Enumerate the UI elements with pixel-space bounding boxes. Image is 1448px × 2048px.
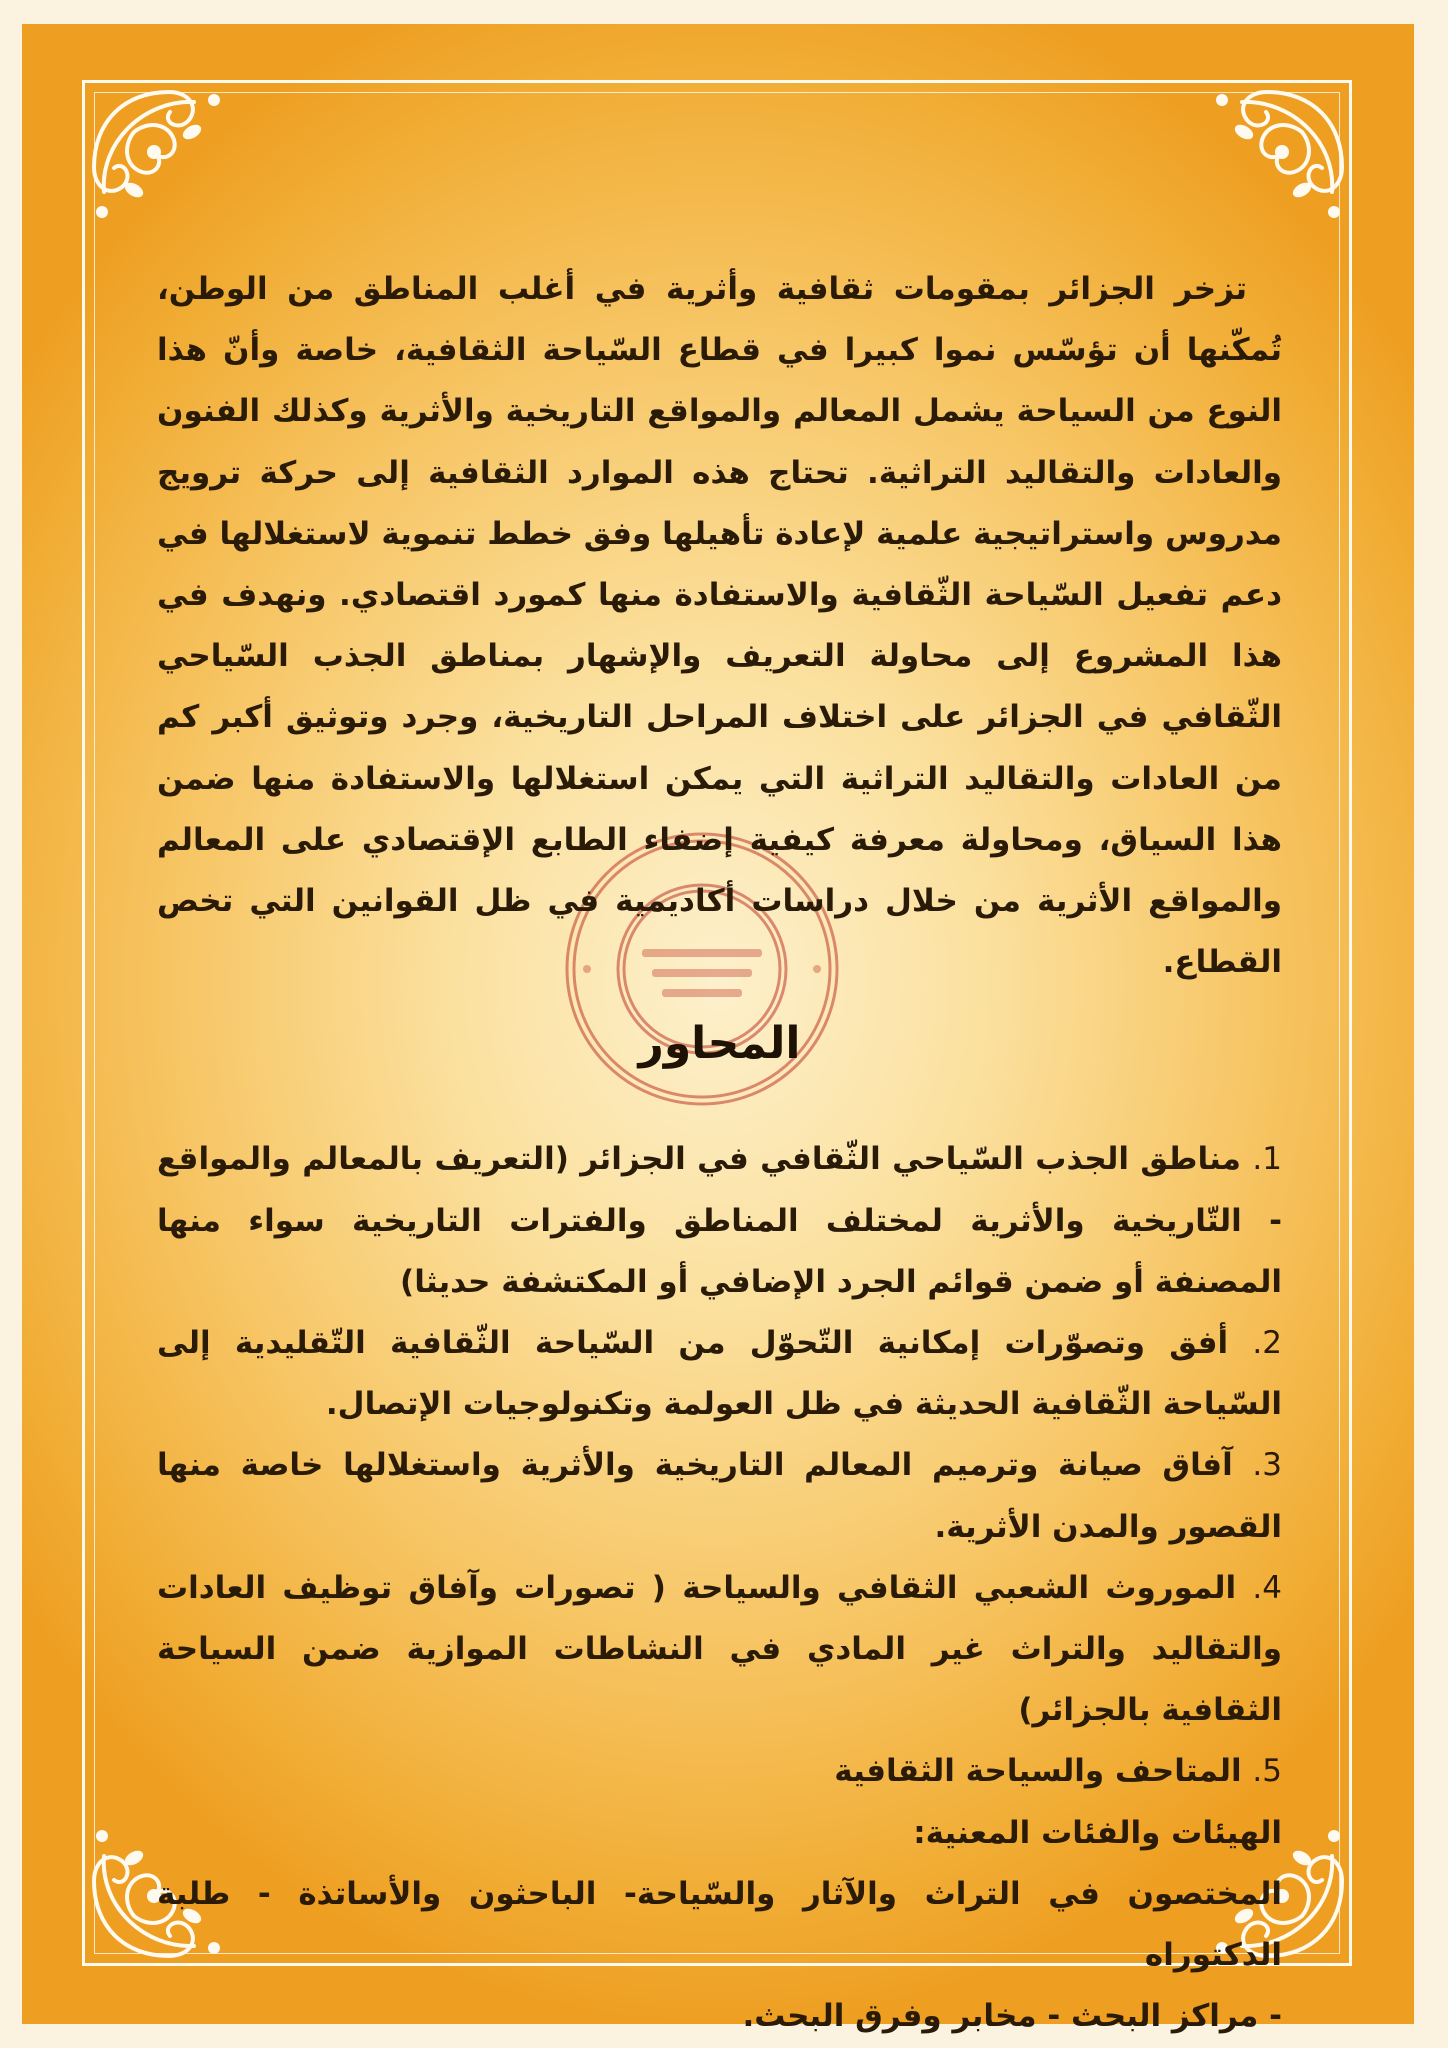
target-line: - مراكز البحث - مخابر وفرق البحث. xyxy=(742,1998,1282,2035)
axis-number: 2. xyxy=(1252,1325,1282,1362)
intro-paragraph: تزخر الجزائر بمقومات ثقافية وأثرية في أغلب المناطق من الوطن، تُمكّنها أن تؤسّس نموا كبيرا في قطاع السّياحة الثقافية، خاصة وأنّ هذا النوع من السياحة يشمل المعالم والمواقع التاريخية والأثرية وكذلك الفنون والعادات والتقاليد التراثية. تحتاج هذه الموارد الثقافية إلى حركة ترويج مدروس واستراتيجية علمية لإعادة تأهيلها وفق خطط تنموية لاستغلالها في دعم تفعيل السّياحة الثّقافية والاستفادة منها كمورد اقتصادي. ونهدف في هذا المشروع إلى محاولة التعريف والإشهار بمناطق الجذب السّياحي الثّقافي في الجزائر على اختلاف المراحل التاريخية، وجرد وتوثيق أكبر كم من العادات والتقاليد التراثية التي يمكن استغلالها والاستفادة منها ضمن هذا السياق، ومحاولة معرفة كيفية إضفاء الطابع الإقتصادي على المعالم والمواقع الأثرية من خلال دراسات أكاديمية في ظل القوانين التي تخص القطاع. xyxy=(157,271,1282,981)
target-heading: الهيئات والفئات المعنية: xyxy=(913,1814,1282,1851)
axis-text: مناطق الجذب السّياحي الثّقافي في الجزائر (التعريف بالمعالم والمواقع - التّاريخية والأثرية لمختلف المناطق والفترات التاريخية سواء منها المصنفة أو ضمن قوائم الجرد الإضافي أو المكتشفة حديثا) xyxy=(157,1141,1282,1300)
axis-number: 1. xyxy=(1252,1141,1282,1178)
decorative-sheet xyxy=(22,24,1414,2035)
corner-ornament-icon xyxy=(74,72,244,242)
axis-item xyxy=(157,1129,1282,1313)
axis-text: أفق وتصوّرات إمكانية التّحوّل من السّياحة الثّقافية التّقليدية إلى السّياحة الثّقافية الحديثة في ظل العولمة وتكنولوجيات الإتصال. xyxy=(157,1325,1282,1423)
axes-heading: المحاور xyxy=(638,1018,801,1070)
axis-text: الموروث الشعبي الثقافي والسياحة ( تصورات وآفاق توظيف العادات والتقاليد والتراث غير المادي في النشاطات الموازية ضمن السياحة الثقافية بالجزائر) xyxy=(157,1569,1282,1729)
corner-ornament-icon xyxy=(1192,72,1362,242)
axis-item xyxy=(157,1558,1282,1742)
document-body xyxy=(157,259,1282,2047)
target-line: المختصون في التراث والآثار والسّياحة- الباحثون والأساتذة - طلبة الدكتوراه xyxy=(157,1875,1282,1974)
axis-text: المتاحف والسياحة الثقافية xyxy=(834,1753,1242,1790)
axis-item xyxy=(157,1741,1282,1802)
axis-number: 5. xyxy=(1252,1753,1282,1790)
axis-number: 4. xyxy=(1252,1569,1282,1606)
axis-number: 3. xyxy=(1252,1447,1282,1484)
axis-item xyxy=(157,1435,1282,1557)
axis-item xyxy=(157,1313,1282,1435)
axis-text: آفاق صيانة وترميم المعالم التاريخية والأثرية واستغلالها خاصة منها القصور والمدن الأثرية. xyxy=(157,1447,1282,1545)
